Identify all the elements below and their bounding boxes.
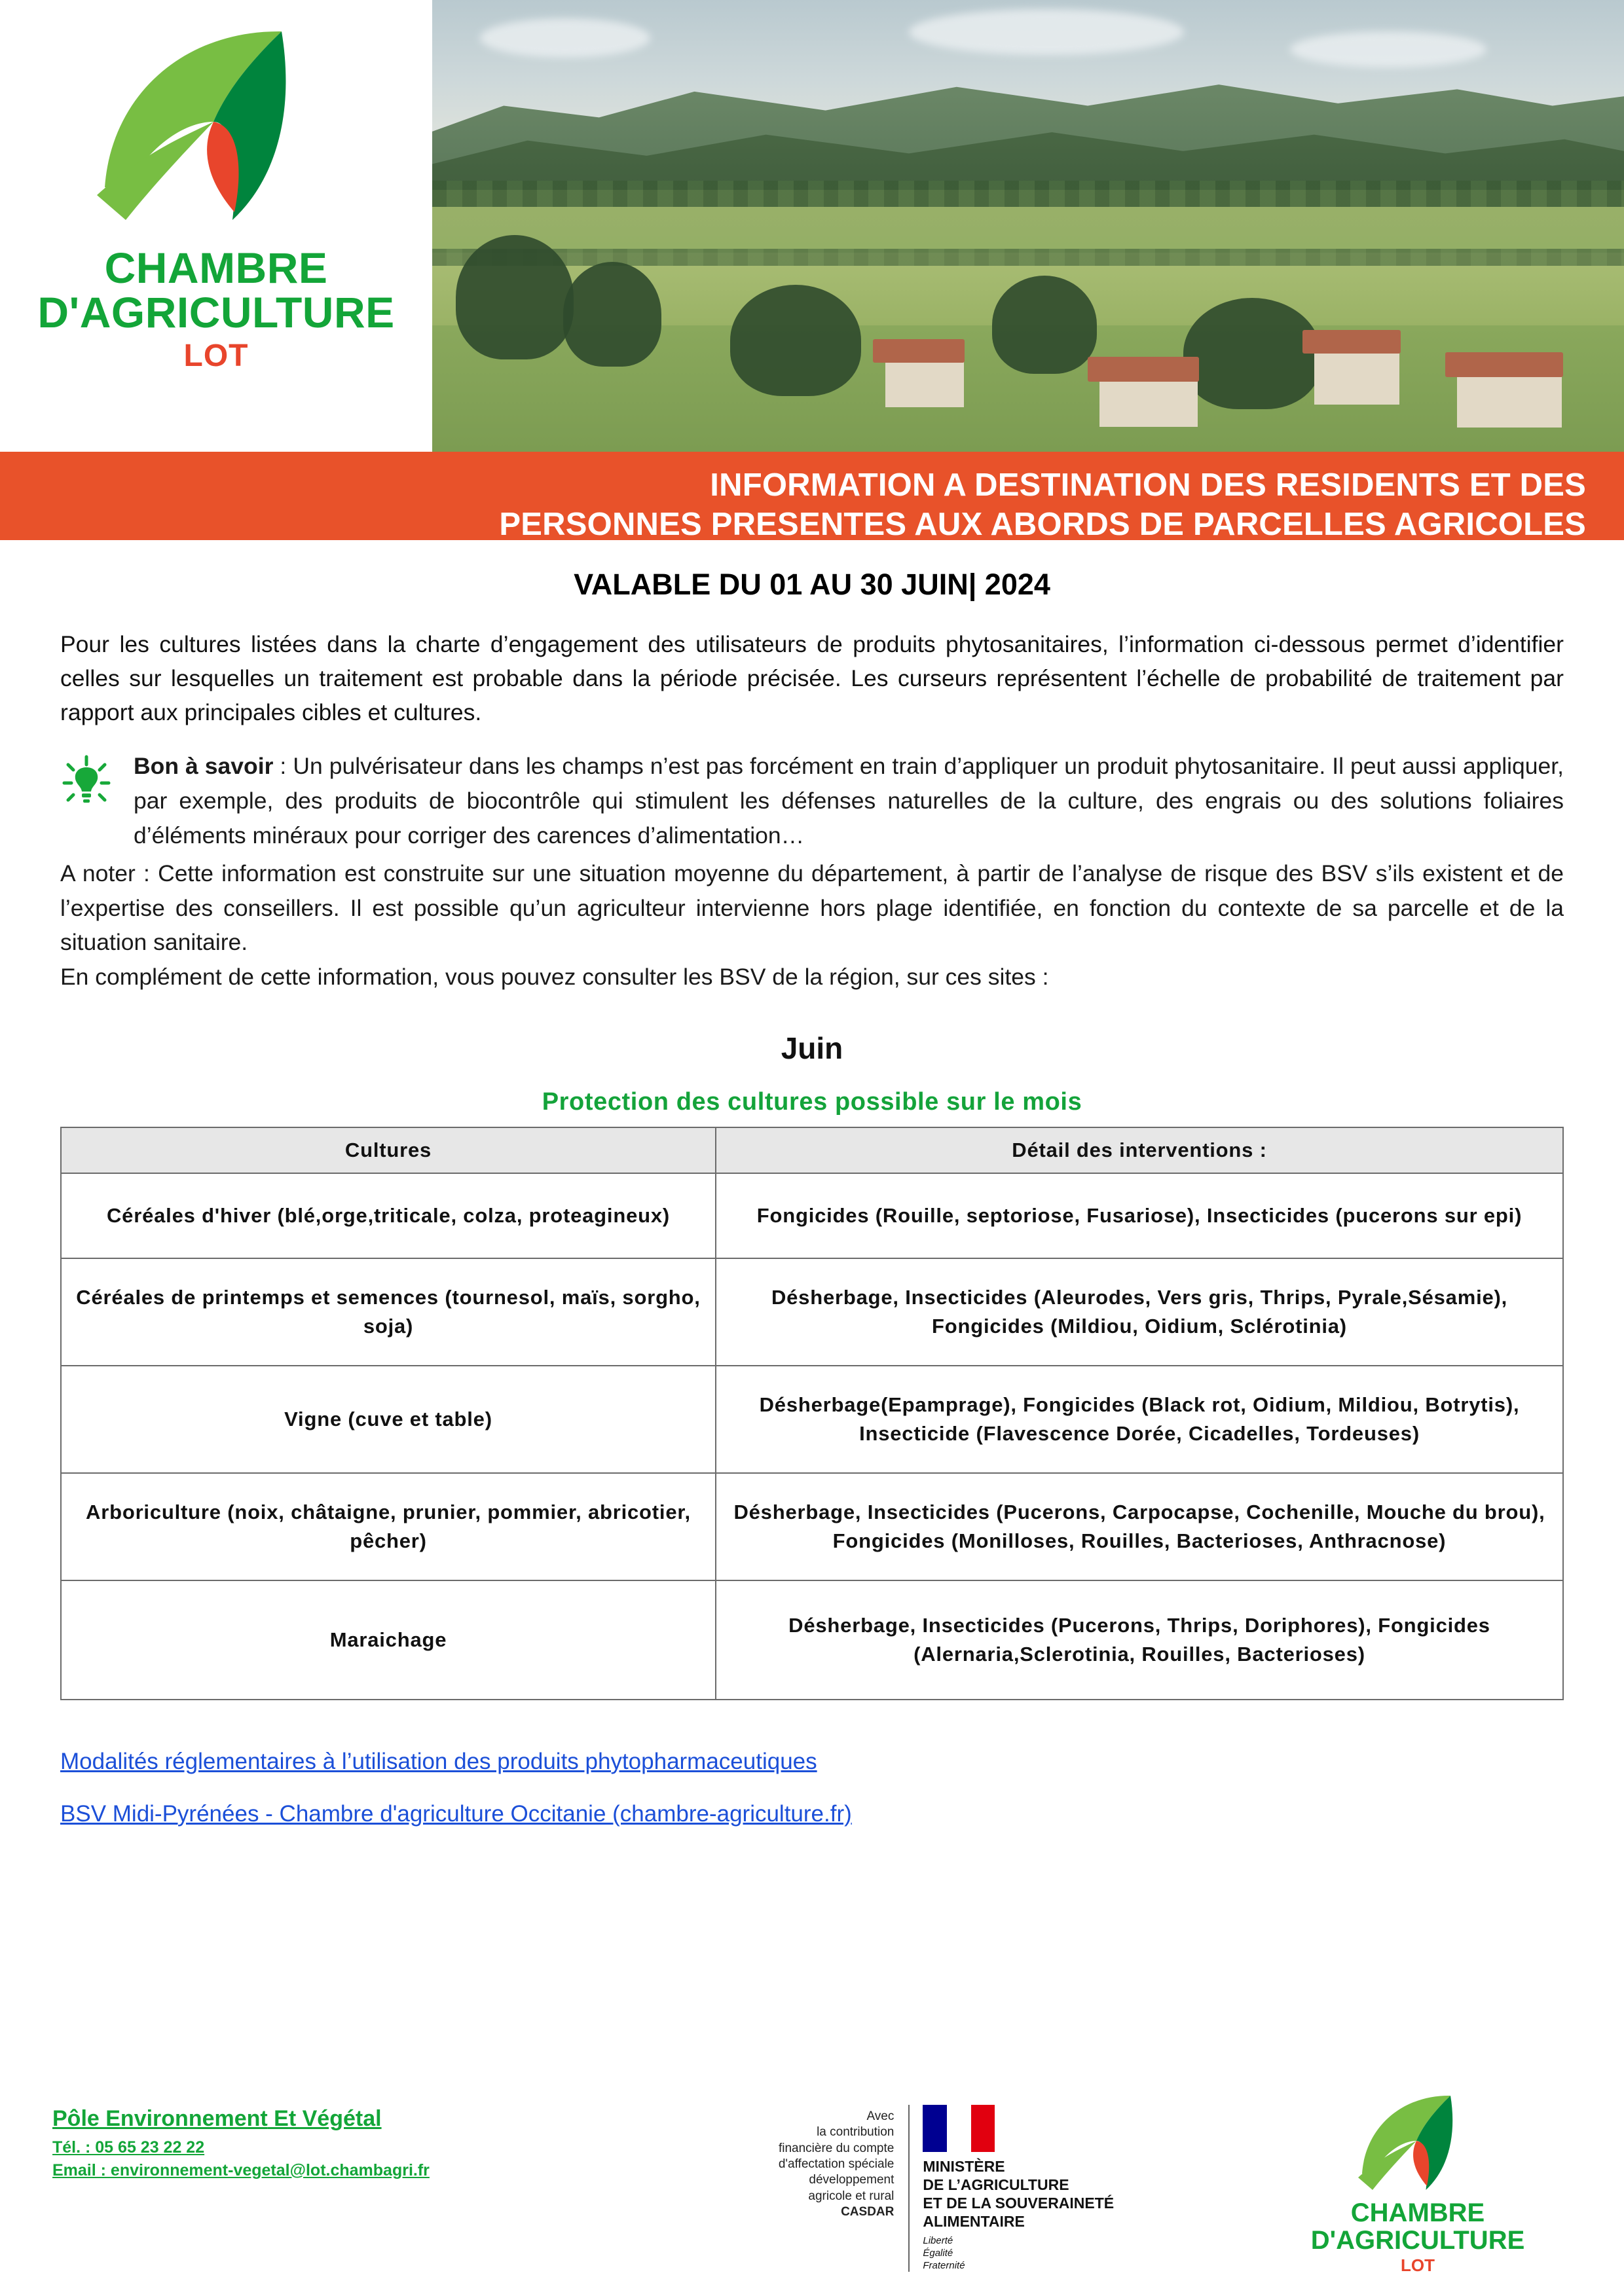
- lightbulb-icon: [60, 749, 117, 810]
- footer-logo-line-2: D'AGRICULTURE: [1310, 2225, 1525, 2255]
- banner-title-line-1: INFORMATION A DESTINATION DES RESIDENTS ET DES: [710, 467, 1586, 503]
- logo-line-1: CHAMBRE: [104, 244, 328, 292]
- external-links: [60, 1749, 1564, 1827]
- table-row: [61, 1258, 1563, 1366]
- republic-motto: [923, 2235, 1114, 2272]
- casdar-line-5: développement: [809, 2173, 895, 2187]
- header-landscape-photo: [432, 0, 1624, 452]
- ministry-line-2: DE L’AGRICULTURE: [923, 2176, 1069, 2194]
- banner-title: [0, 452, 1624, 540]
- table-row: [61, 1366, 1563, 1473]
- logo-line-3: LOT: [183, 338, 249, 373]
- note-paragraph: A noter : Cette information est construite sur une situation moyenne du département, à partir de l’analyse de risque des BSV s’ils existent et de l’expertise des conseillers. Il est possible qu’un agriculteur intervienne hors plage identifiée, en fonction du contexte de sa parcelle et de la situation sanitaire.: [60, 860, 1564, 956]
- casdar-text: [779, 2105, 895, 2272]
- complement-paragraph: En complément de cette information, vous pouvez consulter les BSV de la région, sur ces sites :: [60, 963, 1049, 990]
- month-heading: Juin: [781, 1031, 843, 1066]
- column-header-cultures: Cultures: [61, 1127, 716, 1173]
- motto-line-2: Égalité: [923, 2247, 953, 2259]
- chamber-logo: [0, 0, 432, 452]
- footer-email[interactable]: Email : environnement-vegetal@lot.chambagri.fr: [52, 2161, 430, 2179]
- casdar-line-1: Avec: [866, 2109, 895, 2123]
- cell-details: Désherbage(Epamprage), Fongicides (Black rot, Oidium, Mildiou, Botrytis), Insecticide (Flavescence Dorée, Cicadelles, Tordeuses): [716, 1366, 1563, 1473]
- link-bsv-midi-pyrenees[interactable]: BSV Midi-Pyrénées - Chambre d'agriculture Occitanie (chambre-agriculture.fr): [60, 1800, 852, 1827]
- footer-logo-line-1: CHAMBRE: [1350, 2198, 1485, 2227]
- casdar-line-3: financière du compte: [778, 2141, 895, 2155]
- tip-paragraph: [134, 749, 1564, 852]
- ministry-line-3: ET DE LA SOUVERAINETÉ: [923, 2195, 1115, 2212]
- cell-culture: Céréales d'hiver (blé,orge,triticale, colza, proteagineux): [61, 1173, 716, 1258]
- chamber-logo-mark: [85, 24, 347, 240]
- casdar-line-2: la contribution: [817, 2125, 895, 2140]
- banner-title-line-2: PERSONNES PRESENTES AUX ABORDS DE PARCELLES AGRICOLES: [499, 506, 1586, 542]
- ministry-name: [923, 2157, 1114, 2231]
- pole-title-underlined: Pôle Environnement: [52, 2106, 268, 2131]
- french-flag-icon: [923, 2105, 995, 2152]
- footer-chamber-logo: [1264, 2086, 1572, 2276]
- cell-details: Désherbage, Insecticides (Pucerons, Carpocapse, Cochenille, Mouche du brou), Fongicides (Monilloses, Rouilles, Bacterioses, Anthracnose): [716, 1473, 1563, 1580]
- pole-title-plain: Et Végétal: [267, 2106, 382, 2131]
- cell-details: Désherbage, Insecticides (Pucerons, Thrips, Doriphores), Fongicides (Alernaria,Sclerotinia, Rouilles, Bacterioses): [716, 1580, 1563, 1700]
- ministry-block: [908, 2105, 1114, 2272]
- page-header: [0, 0, 1624, 452]
- cell-culture: Céréales de printemps et semences (tournesol, maïs, sorgho, soja): [61, 1258, 716, 1366]
- table-row: [61, 1473, 1563, 1580]
- ministry-line-4: ALIMENTAIRE: [923, 2213, 1025, 2231]
- casdar-line-4: d'affectation spéciale: [778, 2157, 895, 2171]
- intro-paragraph: Pour les cultures listées dans la charte d’engagement des utilisateurs de produits phytosanitaires, l’information ci-dessous permet d’identifier celles sur lesquelles un traitement est probable dans la période précisée. Les curseurs représentent l’échelle de probabilité de traitement par rapport aux principales cibles et cultures.: [60, 631, 1564, 725]
- footer-logo-line-3: LOT: [1401, 2255, 1435, 2276]
- tip-label: Bon à savoir: [134, 753, 274, 780]
- table-caption: Protection des cultures possible sur le mois: [542, 1088, 1082, 1116]
- cell-details: Fongicides (Rouille, septoriose, Fusariose), Insecticides (pucerons sur epi): [716, 1173, 1563, 1258]
- cell-culture: Vigne (cuve et table): [61, 1366, 716, 1473]
- column-header-interventions: Détail des interventions :: [716, 1127, 1563, 1173]
- pole-title: [52, 2106, 629, 2132]
- cell-culture: Maraichage: [61, 1580, 716, 1700]
- motto-line-3: Fraternité: [923, 2259, 965, 2271]
- page-footer: [0, 2086, 1624, 2296]
- cultures-table: [60, 1127, 1564, 1700]
- chamber-logo-text: [37, 246, 394, 374]
- chamber-logo-mark-footer: [1342, 2092, 1493, 2200]
- cell-culture: Arboriculture (noix, châtaigne, prunier, pommier, abricotier, pêcher): [61, 1473, 716, 1580]
- tip-text: : Un pulvérisateur dans les champs n’est pas forcément en train d’appliquer un produit phytosanitaire. Il peut aussi appliquer, par exemple, des produits de biocontrôle qui stimulent les défenses naturelles de la culture, des engrais ou des solutions foliaires d’éléments minéraux pour corriger des carences d’alimentation…: [134, 753, 1564, 848]
- ministry-line-1: MINISTÈRE: [923, 2158, 1005, 2175]
- table-row: [61, 1580, 1563, 1700]
- logo-line-2: D'AGRICULTURE: [37, 287, 395, 337]
- chamber-logo-text-footer: [1311, 2200, 1525, 2276]
- cell-details: Désherbage, Insecticides (Aleurodes, Vers gris, Thrips, Pyrale,Sésamie), Fongicides (Mildiou, Oidium, Sclérotinia): [716, 1258, 1563, 1366]
- motto-line-1: Liberté: [923, 2235, 953, 2247]
- footer-contact: [52, 2086, 629, 2184]
- table-row: [61, 1173, 1563, 1258]
- tip-block: [60, 749, 1564, 852]
- document-body: [0, 568, 1624, 1827]
- validity-period: VALABLE DU 01 AU 30 JUIN| 2024: [574, 568, 1050, 601]
- footer-partners: [629, 2086, 1264, 2272]
- casdar-line-6: agricole et rural: [808, 2189, 895, 2203]
- footer-phone: Tél. : 05 65 23 22 22: [52, 2138, 205, 2157]
- casdar-line-7: CASDAR: [841, 2204, 895, 2219]
- link-modalites-reglementaires[interactable]: Modalités réglementaires à l’utilisation des produits phytopharmaceutiques: [60, 1748, 817, 1774]
- table-header-row: [61, 1127, 1563, 1173]
